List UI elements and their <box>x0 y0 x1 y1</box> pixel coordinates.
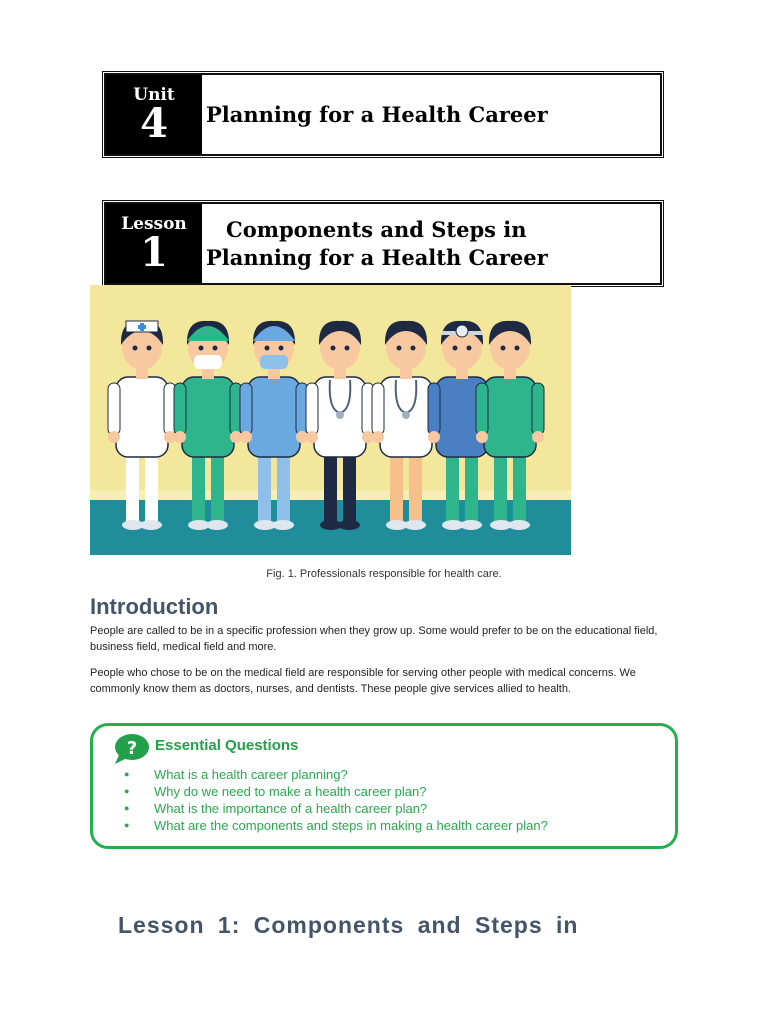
unit-number: 4 <box>140 99 168 147</box>
lesson-badge <box>106 204 202 283</box>
question-text: What is a health career planning? <box>154 767 348 782</box>
svg-text:?: ? <box>126 738 138 759</box>
list-item <box>124 817 548 834</box>
question-text: Why do we need to make a health career plan? <box>154 784 427 799</box>
health-professionals-illustration <box>90 285 571 555</box>
lesson-title <box>202 204 660 283</box>
lesson-section-heading: Lesson 1: Components and Steps in <box>118 912 579 938</box>
bullet-icon: ● <box>124 769 130 779</box>
question-text: What are the components and steps in making a health career plan? <box>154 818 548 833</box>
question-bubble-icon <box>113 733 151 765</box>
essential-questions-title: Essential Questions <box>155 737 299 754</box>
unit-title-box <box>104 73 662 156</box>
lesson-number: 1 <box>140 228 168 276</box>
intro-paragraph-1: People are called to be in a specific profession when they grow up. Some would prefer to be on the educational field, business field, medical field and more. <box>90 625 658 653</box>
intro-paragraph-2: People who chose to be on the medical field are responsible for serving other people with medical concerns. We commonly know them as doctors, nurses, and dentists. These people give services allied to health. <box>90 667 636 695</box>
lesson-title-line2: Planning for a Health Career <box>206 244 548 270</box>
list-item <box>124 800 548 817</box>
essential-questions-list <box>124 766 548 834</box>
figure-caption: Fig. 1. Professionals responsible for health care. <box>266 568 502 580</box>
lesson-title-box <box>104 202 662 285</box>
bullet-icon: ● <box>124 786 130 796</box>
unit-title: Planning for a Health Career <box>206 101 548 127</box>
question-text: What is the importance of a health career plan? <box>154 801 428 816</box>
bullet-icon: ● <box>124 803 130 813</box>
unit-badge <box>106 75 202 154</box>
lesson-label: Lesson <box>121 213 187 234</box>
list-item <box>124 766 548 783</box>
list-item <box>124 783 548 800</box>
lesson-title-line1: Components and Steps in <box>226 216 527 242</box>
introduction-heading: Introduction <box>90 594 219 619</box>
unit-label: Unit <box>133 84 175 105</box>
bullet-icon: ● <box>124 820 130 830</box>
